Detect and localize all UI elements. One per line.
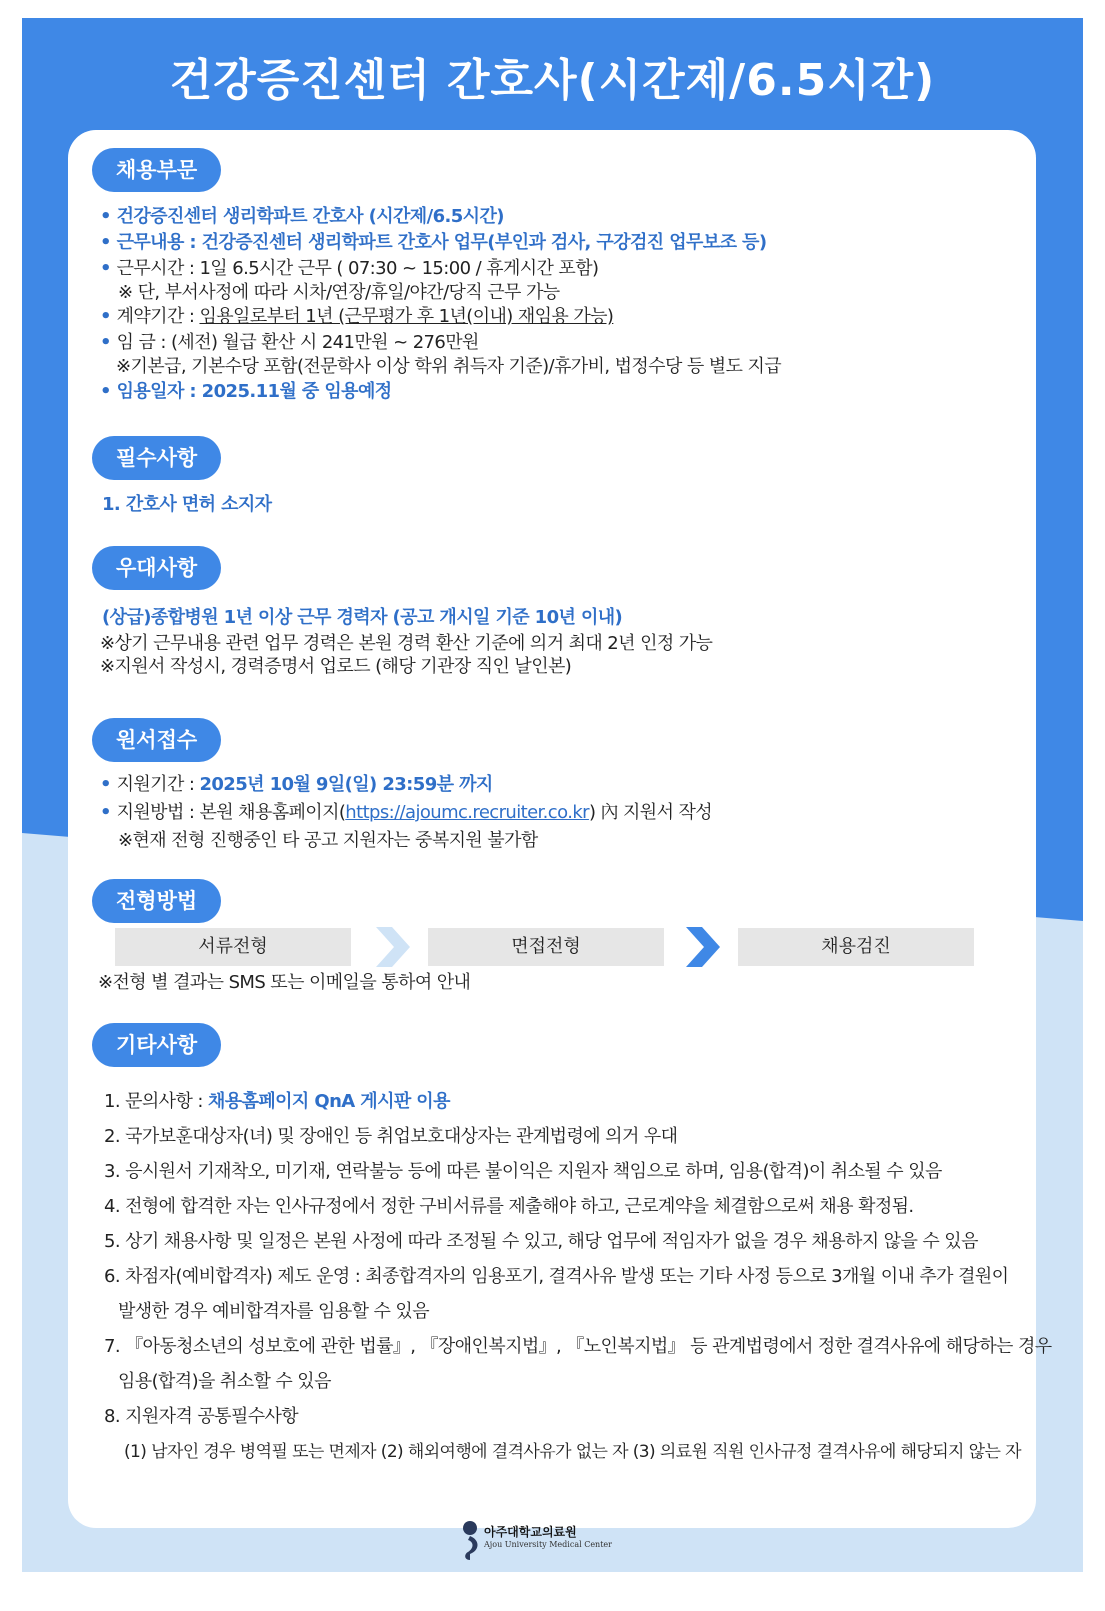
etc-item-6-cont: 발생한 경우 예비합격자를 임용할 수 있음 <box>118 1301 430 1322</box>
section-heading-etc: 기타사항 <box>92 1023 221 1067</box>
section-heading-recruit: 채용부문 <box>92 148 221 192</box>
etc-item-3: 3. 응시원서 기재착오, 미기재, 연락불능 등에 따른 불이익은 지원자 책임으로 하며, 임용(합격)이 취소될 수 있음 <box>104 1161 942 1182</box>
preferred-note-2: ※지원서 작성시, 경력증명서 업로드 (해당 기관장 직인 날인본) <box>100 656 572 677</box>
recruit-hours: • 근무시간 : 1일 6.5시간 근무 ( 07:30 ~ 15:00 / 휴게시간 포함) <box>100 258 599 279</box>
etc-item-5: 5. 상기 채용사항 및 일정은 본원 사정에 따라 조정될 수 있고, 해당 업무에 적임자가 없을 경우 채용하지 않을 수 있음 <box>104 1231 978 1252</box>
page-title: 건강증진센터 간호사(시간제/6.5시간) <box>169 55 936 106</box>
process-step-3: 채용검진 <box>738 928 974 966</box>
application-period: • 지원기간 : 2025년 10월 9일(일) 23:59분 까지 <box>100 774 493 795</box>
etc-item-7: 7. 『아동청소년의 성보호에 관한 법률』, 『장애인복지법』, 『노인복지법』 등 관계법령에서 정한 결격사유에 해당하는 경우 <box>104 1336 1052 1357</box>
etc-item-8-detail: (1) 남자인 경우 병역필 또는 면제자 (2) 해외여행에 결격사유가 없는 자 (3) 의료원 직원 인사규정 결격사유에 해당되지 않는 자 <box>124 1442 1021 1462</box>
recruit-contract: • 계약기간 : 임용일로부터 1년 (근무평가 후 1년(이내) 재임용 가능) <box>100 306 614 327</box>
etc-item-2: 2. 국가보훈대상자(녀) 및 장애인 등 취업보호대상자는 관계법령에 의거 우대 <box>104 1126 678 1147</box>
section-heading-process: 전형방법 <box>92 879 221 923</box>
preferred-note-1: ※상기 근무내용 관련 업무 경력은 본원 경력 환산 기준에 의거 최대 2년 인정 가능 <box>100 633 713 654</box>
recruit-homepage-link[interactable]: https://ajoumc.recruiter.co.kr <box>345 802 589 823</box>
chevron-right-icon <box>682 925 722 969</box>
section-heading-application: 원서접수 <box>92 718 221 762</box>
application-note: ※현재 전형 진행중인 타 공고 지원자는 중복지원 불가함 <box>118 830 538 851</box>
etc-item-1: 1. 문의사항 : 채용홈페이지 QnA 게시판 이용 <box>104 1091 450 1112</box>
process-step-2: 면접전형 <box>428 928 664 966</box>
recruit-position: • 건강증진센터 생리학파트 간호사 (시간제/6.5시간) <box>100 206 504 227</box>
etc-item-4: 4. 전형에 합격한 자는 인사규정에서 정한 구비서류를 제출해야 하고, 근로계약을 체결함으로써 채용 확정됨. <box>104 1196 914 1217</box>
recruit-duty: • 근무내용 : 건강증진센터 생리학파트 간호사 업무(부인과 검사, 구강검진 업무보조 등) <box>100 232 767 253</box>
section-heading-preferred: 우대사항 <box>92 546 221 590</box>
etc-item-6: 6. 차점자(예비합격자) 제도 운영 : 최종합격자의 임용포기, 결격사유 발생 또는 기타 사정 등으로 3개월 이내 추가 결원이 <box>104 1266 1009 1287</box>
recruit-hours-note: ※ 단, 부서사정에 따라 시차/연장/휴일/야간/당직 근무 가능 <box>118 282 560 303</box>
required-item: 1. 간호사 면허 소지자 <box>102 494 272 515</box>
org-name: 아주대학교의료원 <box>484 1525 577 1539</box>
section-heading-required: 필수사항 <box>92 436 221 480</box>
ajou-logo-icon <box>462 1520 482 1564</box>
footer-logo <box>462 1520 612 1568</box>
recruit-start: • 임용일자 : 2025.11월 중 임용예정 <box>100 381 392 402</box>
org-name-en: Ajou University Medical Center <box>484 1540 612 1549</box>
preferred-main: (상급)종합병원 1년 이상 근무 경력자 (공고 개시일 기준 10년 이내) <box>102 607 623 628</box>
etc-item-7-cont: 임용(합격)을 취소할 수 있음 <box>118 1371 331 1392</box>
recruit-salary-note: ※기본급, 기본수당 포함(전문학사 이상 학위 취득자 기준)/휴가비, 법정수당 등 별도 지급 <box>116 356 782 377</box>
process-step-1: 서류전형 <box>115 928 351 966</box>
recruit-salary: • 임 금 : (세전) 월급 환산 시 241만원 ~ 276만원 <box>100 332 479 353</box>
chevron-right-icon <box>372 925 412 969</box>
process-note: ※전형 별 결과는 SMS 또는 이메일을 통하여 안내 <box>98 972 471 993</box>
etc-item-8: 8. 지원자격 공통필수사항 <box>104 1406 299 1427</box>
application-method: • 지원방법 : 본원 채용홈페이지(https://ajoumc.recruiter.co.kr) 內 지원서 작성 <box>100 802 713 823</box>
